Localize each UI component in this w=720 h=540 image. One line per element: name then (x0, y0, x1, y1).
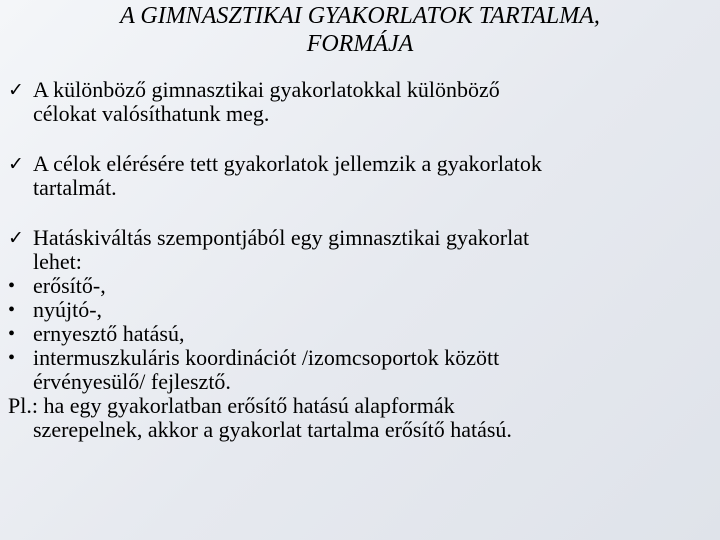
bullet-item-3 (8, 322, 708, 346)
example-note (8, 394, 708, 442)
check-item-2-line-2: tartalmát. (33, 175, 117, 200)
check-icon: ✓ (8, 79, 24, 101)
check-item-3-line-1: Hatáskiváltás szempontjából egy gimnasztikai gyakorlat (33, 225, 530, 250)
bullet-icon: • (8, 299, 16, 321)
bullet-icon: • (8, 275, 16, 297)
check-item-1-line-1: A különböző gimnasztikai gyakorlatokkal különböző (33, 77, 500, 102)
check-icon: ✓ (8, 153, 24, 175)
bullet-item-4-line-1: intermuszkuláris koordinációt /izomcsoportok között (33, 345, 500, 370)
check-item-2 (8, 152, 708, 200)
check-item-1-line-2: célokat valósíthatunk meg. (33, 101, 270, 126)
check-item-3-line-2: lehet: (33, 249, 82, 274)
slide-title (40, 2, 680, 58)
bullet-item-2-text: nyújtó-, (33, 297, 103, 322)
bullet-item-4-line-2: érvényesülő/ fejlesztő. (33, 369, 231, 394)
check-item-3 (8, 226, 708, 274)
bullet-icon: • (8, 323, 16, 345)
bullet-item-1 (8, 274, 708, 298)
title-line-2: FORMÁJA (306, 31, 414, 57)
bullet-item-3-text: ernyesztő hatású, (33, 321, 185, 346)
slide-content (8, 78, 708, 442)
check-icon: ✓ (8, 227, 24, 249)
check-item-1 (8, 78, 708, 126)
bullet-item-1-text: erősítő-, (33, 273, 106, 298)
example-note-line-1: Pl.: ha egy gyakorlatban erősítő hatású alapformák (8, 393, 455, 418)
check-item-2-line-1: A célok elérésére tett gyakorlatok jellemzik a gyakorlatok (33, 151, 542, 176)
example-note-line-2: szerepelnek, akkor a gyakorlat tartalma erősítő hatású. (33, 417, 512, 442)
bullet-item-4 (8, 346, 708, 394)
bullet-item-2 (8, 298, 708, 322)
bullet-icon: • (8, 347, 16, 369)
title-line-1: A GIMNASZTIKAI GYAKORLATOK TARTALMA, (120, 3, 600, 29)
